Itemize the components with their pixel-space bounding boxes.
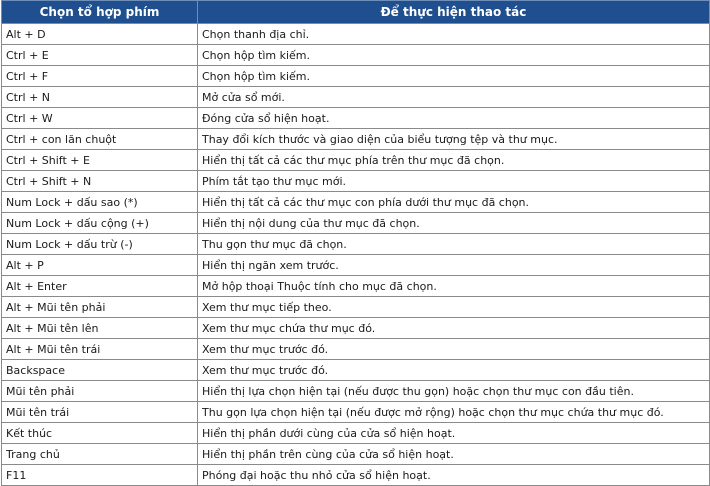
table-row [2,360,710,381]
shortcut-action-cell: Phím tắt tạo thư mục mới. [198,171,710,192]
shortcut-table-container [1,0,709,486]
table-row [2,339,710,360]
shortcut-action-cell: Xem thư mục chứa thư mục đó. [198,318,710,339]
keyboard-shortcut-table [1,0,710,486]
shortcut-action-cell: Xem thư mục trước đó. [198,360,710,381]
shortcut-action-cell: Hiển thị tất cả các thư mục con phía dưới thư mục đã chọn. [198,192,710,213]
shortcut-key-cell: Ctrl + Shift + N [2,171,198,192]
table-row [2,276,710,297]
shortcut-action-cell: Thu gọn lựa chọn hiện tại (nếu được mở rộng) hoặc chọn thư mục chứa thư mục đó. [198,402,710,423]
table-row [2,402,710,423]
shortcut-key-cell: Num Lock + dấu cộng (+) [2,213,198,234]
shortcut-key-cell: Alt + P [2,255,198,276]
table-row [2,171,710,192]
shortcut-key-cell: Alt + Mũi tên phải [2,297,198,318]
table-row [2,66,710,87]
shortcut-key-cell: Ctrl + F [2,66,198,87]
shortcut-action-cell: Chọn hộp tìm kiếm. [198,45,710,66]
table-row [2,318,710,339]
shortcut-action-cell: Xem thư mục trước đó. [198,339,710,360]
table-row [2,129,710,150]
shortcut-key-cell: Kết thúc [2,423,198,444]
shortcut-key-cell: Num Lock + dấu trừ (-) [2,234,198,255]
shortcut-action-cell: Hiển thị phần dưới cùng của cửa sổ hiện hoạt. [198,423,710,444]
shortcut-key-cell: Ctrl + E [2,45,198,66]
shortcut-key-cell: Backspace [2,360,198,381]
shortcut-action-cell: Thu gọn thư mục đã chọn. [198,234,710,255]
shortcut-action-cell: Đóng cửa sổ hiện hoạt. [198,108,710,129]
table-row [2,108,710,129]
shortcut-action-cell: Hiển thị nội dung của thư mục đã chọn. [198,213,710,234]
shortcut-action-cell: Xem thư mục tiếp theo. [198,297,710,318]
shortcut-key-cell: Alt + D [2,24,198,45]
shortcut-key-cell: Ctrl + W [2,108,198,129]
shortcut-action-cell: Mở cửa sổ mới. [198,87,710,108]
shortcut-key-cell: Alt + Mũi tên lên [2,318,198,339]
shortcut-key-cell: Ctrl + N [2,87,198,108]
table-row [2,423,710,444]
shortcut-action-cell: Chọn hộp tìm kiếm. [198,66,710,87]
table-row [2,24,710,45]
shortcut-action-cell: Hiển thị ngăn xem trước. [198,255,710,276]
table-row [2,87,710,108]
shortcut-key-cell: Mũi tên trái [2,402,198,423]
table-body [2,24,710,486]
table-row [2,465,710,486]
header-key-combination: Chọn tổ hợp phím [2,1,198,24]
table-row [2,255,710,276]
shortcut-key-cell: Ctrl + Shift + E [2,150,198,171]
table-row [2,381,710,402]
shortcut-key-cell: Alt + Mũi tên trái [2,339,198,360]
table-header-row [2,1,710,24]
shortcut-action-cell: Mở hộp thoại Thuộc tính cho mục đã chọn. [198,276,710,297]
table-row [2,234,710,255]
header-action: Để thực hiện thao tác [198,1,710,24]
table-row [2,192,710,213]
table-row [2,150,710,171]
shortcut-key-cell: Mũi tên phải [2,381,198,402]
shortcut-key-cell: Ctrl + con lăn chuột [2,129,198,150]
shortcut-action-cell: Thay đổi kích thước và giao diện của biểu tượng tệp và thư mục. [198,129,710,150]
table-row [2,213,710,234]
shortcut-action-cell: Hiển thị lựa chọn hiện tại (nếu được thu gọn) hoặc chọn thư mục con đầu tiên. [198,381,710,402]
shortcut-action-cell: Phóng đại hoặc thu nhỏ cửa sổ hiện hoạt. [198,465,710,486]
table-row [2,297,710,318]
shortcut-action-cell: Chọn thanh địa chỉ. [198,24,710,45]
shortcut-key-cell: Alt + Enter [2,276,198,297]
table-row [2,45,710,66]
shortcut-key-cell: Trang chủ [2,444,198,465]
shortcut-action-cell: Hiển thị phần trên cùng của cửa sổ hiện hoạt. [198,444,710,465]
table-row [2,444,710,465]
shortcut-key-cell: Num Lock + dấu sao (*) [2,192,198,213]
shortcut-action-cell: Hiển thị tất cả các thư mục phía trên thư mục đã chọn. [198,150,710,171]
shortcut-key-cell: F11 [2,465,198,486]
